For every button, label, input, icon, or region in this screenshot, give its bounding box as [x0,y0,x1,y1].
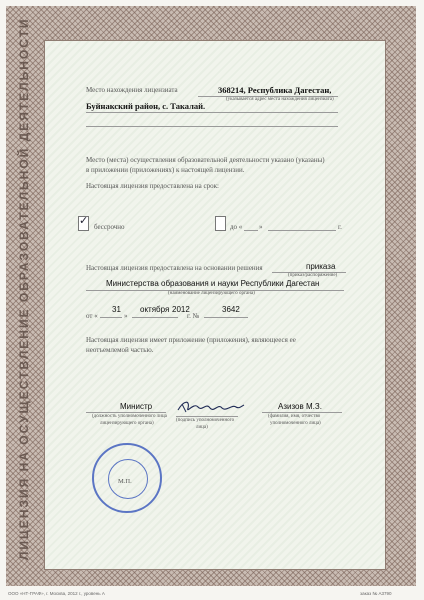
signatory-name: Азизов М.З. [278,402,322,411]
signature-hint-1: (подпись уполномоченного [176,418,235,423]
term-indefinite: бессрочно [94,223,125,231]
side-band-title: ЛИЦЕНЗИЯ НА ОСУЩЕСТВЛЕНИЕ ОБРАЗОВАТЕЛЬНОЙ ДЕЯТЕЛЬНОСТИ [17,17,31,560]
position-line [86,412,166,413]
term-day-line [244,230,258,231]
basis-number: 3642 [222,305,240,314]
location-hint: (указывается адрес места нахождения лицензиата) [226,97,334,102]
term-until-prefix: до « [230,223,243,231]
location-label: Место нахождения лицензиата [86,86,178,94]
basis-doc-type: приказа [306,262,336,271]
footer-order: заказ № А3790 [360,591,392,596]
term-until-mid: » [259,223,263,231]
basis-number-line [204,317,248,318]
basis-quote-close: » [124,312,128,320]
activity-place-line1: Место (места) осуществления образовательной деятельности указано (указаны) [86,156,325,164]
name-hint-1: (фамилия, имя, отчество [268,414,321,419]
signature-line [176,416,238,417]
location-value-line1: 368214, Республика Дагестан, [218,85,332,95]
signature-image [176,398,246,416]
check-mark-icon: ✓ [79,214,89,227]
term-month-line [268,230,336,231]
activity-place-line2: в приложении (приложениях) к настоящей лицензии. [86,166,245,174]
basis-year: 2012 [172,305,190,314]
position-hint-1: (должность уполномоченного лица [92,414,167,419]
footer-printer: ООО «НТ-ГРАФ», г. Москва, 2012 г., уровень А [8,591,105,596]
signatory-position: Министр [120,402,153,411]
location-underline-2 [86,112,338,113]
name-hint-2: уполномоченного лица) [270,421,321,426]
mp-label: М.П. [118,478,132,485]
basis-label: Настоящая лицензия предоставлена на основании решения [86,264,263,272]
location-value-line2: Буйнакский район, с. Такалай. [86,101,206,111]
basis-month-line [132,317,178,318]
basis-day-line [100,317,122,318]
term-year-suffix: г. [338,223,342,231]
basis-day: 31 [112,305,121,314]
appendix-line1: Настоящая лицензия имеет приложение (приложения), являющееся ее [86,336,296,344]
position-hint-2: лицензирующего органа) [100,421,154,426]
basis-authority: Министерства образования и науки Республики Дагестан [106,279,320,288]
basis-doc-type-hint: (приказ/распоряжение) [288,273,338,278]
basis-authority-hint: (наименование лицензирующего органа) [168,291,255,296]
basis-month: октября [140,305,170,314]
name-line [262,412,342,413]
term-label: Настоящая лицензия предоставлена на срок: [86,182,219,190]
signature-hint-2: лица) [196,425,208,430]
until-checkbox [215,216,226,231]
location-underline-3 [86,126,338,127]
basis-from: от « [86,312,98,320]
basis-year-suffix: г. № [187,312,200,320]
appendix-line2: неотъемлемой частью. [86,346,154,354]
